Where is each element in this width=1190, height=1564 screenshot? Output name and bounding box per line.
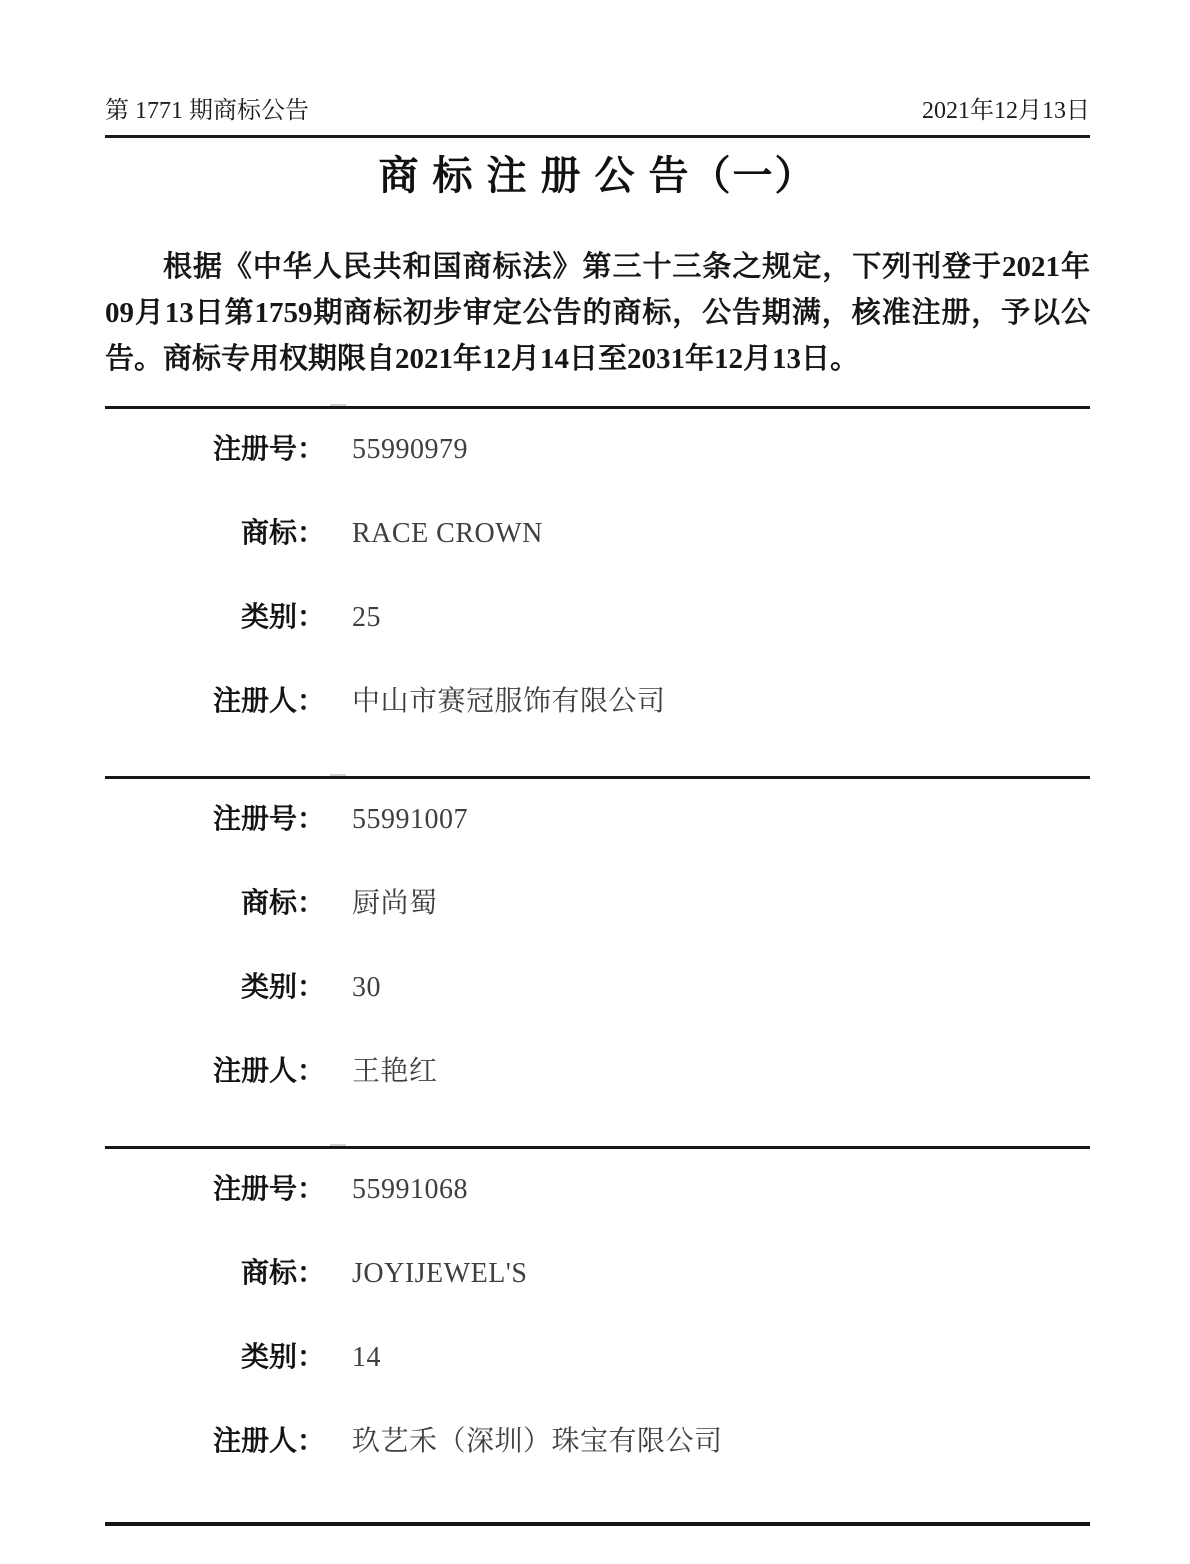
- category-label: 类别：: [240, 1342, 325, 1373]
- trademark-value: 厨尚蜀: [352, 888, 438, 919]
- gazette-date-label: 2021年12月13日: [922, 98, 1090, 124]
- category-label: 类别：: [240, 602, 325, 633]
- trademark-entry: [105, 406, 1090, 752]
- page-bottom-rule: [105, 1522, 1090, 1526]
- trademark-label: 商标：: [240, 1258, 325, 1289]
- header-rule: [105, 135, 1090, 138]
- registrant-value: 中山市赛冠服饰有限公司: [352, 686, 666, 717]
- registration-number-row: [105, 433, 1090, 466]
- trademark-row: [105, 517, 1090, 550]
- registration-number-row: [105, 803, 1090, 836]
- registrant-label: 注册人：: [212, 686, 325, 717]
- category-row: [105, 1341, 1090, 1374]
- category-value: 25: [352, 602, 381, 633]
- category-value: 14: [352, 1342, 381, 1373]
- registration-number-value: 55991068: [352, 1174, 468, 1205]
- registrant-row: [105, 685, 1090, 718]
- category-row: [105, 971, 1090, 1004]
- registrant-row: [105, 1425, 1090, 1458]
- category-value: 30: [352, 972, 381, 1003]
- registration-number-label: 注册号：: [212, 434, 325, 465]
- trademark-value: RACE CROWN: [352, 518, 543, 549]
- entry-separator-rule: [105, 406, 1090, 409]
- entry-fields: [105, 409, 1090, 752]
- entry-separator-rule: [105, 1146, 1090, 1149]
- intro-paragraph: 根据《中华人民共和国商标法》第三十三条之规定，下列刊登于2021年09月13日第1759期商标初步审定公告的商标，公告期满，核准注册，予以公告。商标专用权期限自2021年12月14日至2031年12月13日。: [105, 251, 1090, 375]
- category-label: 类别：: [240, 972, 325, 1003]
- entry-separator-rule: [105, 776, 1090, 779]
- gazette-issue-label: 第 1771 期商标公告: [105, 98, 309, 124]
- registration-number-label: 注册号：: [212, 804, 325, 835]
- running-header: [105, 96, 1090, 126]
- trademark-label: 商标：: [240, 888, 325, 919]
- page-title: 商 标 注 册 公 告（一）: [378, 153, 817, 198]
- registrant-label: 注册人：: [212, 1426, 325, 1457]
- registrant-value: 玖艺禾（深圳）珠宝有限公司: [352, 1426, 723, 1457]
- registrant-row: [105, 1055, 1090, 1088]
- registration-number-value: 55990979: [352, 434, 468, 465]
- registrant-value: 王艳红: [352, 1056, 438, 1087]
- registration-number-label: 注册号：: [212, 1174, 325, 1205]
- entry-fields: [105, 1149, 1090, 1492]
- trademark-entry: [105, 776, 1090, 1122]
- trademark-entry: [105, 1146, 1090, 1492]
- category-row: [105, 601, 1090, 634]
- registration-number-value: 55991007: [352, 804, 468, 835]
- trademark-row: [105, 1257, 1090, 1290]
- registration-number-row: [105, 1173, 1090, 1206]
- trademark-row: [105, 887, 1090, 920]
- registrant-label: 注册人：: [212, 1056, 325, 1087]
- entry-fields: [105, 779, 1090, 1122]
- trademark-value: JOYIJEWEL'S: [352, 1258, 528, 1289]
- trademark-label: 商标：: [240, 518, 325, 549]
